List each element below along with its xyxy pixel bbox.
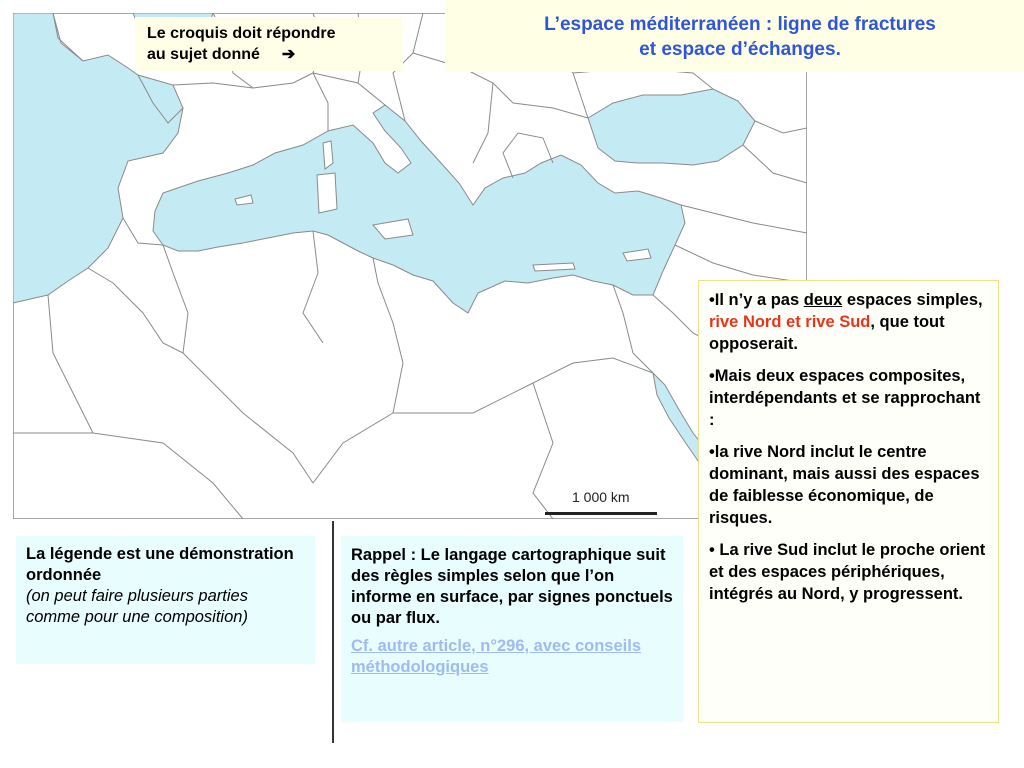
analysis-box	[698, 280, 999, 723]
title-line-2: et espace d’échanges.	[639, 39, 841, 60]
analysis-point-4: • La rive Sud inclut le proche orient et des espaces périphériques, intégrés au Nord, y progressent.	[709, 541, 986, 603]
scale-bar	[545, 512, 657, 515]
analysis-point-1-highlight: rive Nord et rive Sud	[709, 313, 871, 331]
note-line-2	[147, 44, 403, 65]
analysis-point-1-e: , que tout opposerait.	[709, 313, 945, 353]
title-line-1: L’espace méditerranéen : ligne de fractures	[544, 14, 936, 35]
rappel-text: Rappel : Le langage cartographique suit des règles simples selon que l’on informe en surface, par signes ponctuels ou par flux.	[351, 546, 673, 627]
article-link[interactable]: Cf. autre article, n°296, avec conseils méthodologiques	[351, 637, 641, 676]
analysis-point-1-underlined: deux	[803, 291, 843, 309]
legend-note-main: La légende est une démonstration ordonnée	[26, 545, 294, 584]
crete-island	[533, 263, 575, 271]
scale-label: 1 000 km	[572, 489, 630, 505]
rappel-box	[341, 536, 683, 722]
page-title	[480, 12, 1000, 62]
note-line-2-text: au sujet donné	[147, 46, 260, 63]
analysis-point-1-a: •Il n’y a pas	[709, 291, 804, 309]
right-arrow-icon: ➔	[281, 46, 296, 63]
analysis-point-3: •la rive Nord inclut le centre dominant, mais aussi des espaces de faiblesse économique, de risques.	[709, 443, 980, 527]
note-line-1: Le croquis doit répondre	[147, 25, 336, 42]
note-box	[135, 17, 403, 71]
legend-note-sub: (on peut faire plusieurs parties comme pour une composition)	[26, 587, 248, 626]
mediterranean-map	[13, 13, 807, 519]
vertical-divider	[332, 521, 334, 743]
analysis-point-2: •Mais deux espaces composites, interdépendants et se rapprochant :	[709, 367, 981, 429]
analysis-point-1	[709, 289, 988, 355]
sardinia-island	[317, 173, 337, 213]
legend-note-box	[16, 536, 315, 664]
analysis-point-1-c: espaces simples,	[842, 291, 983, 309]
